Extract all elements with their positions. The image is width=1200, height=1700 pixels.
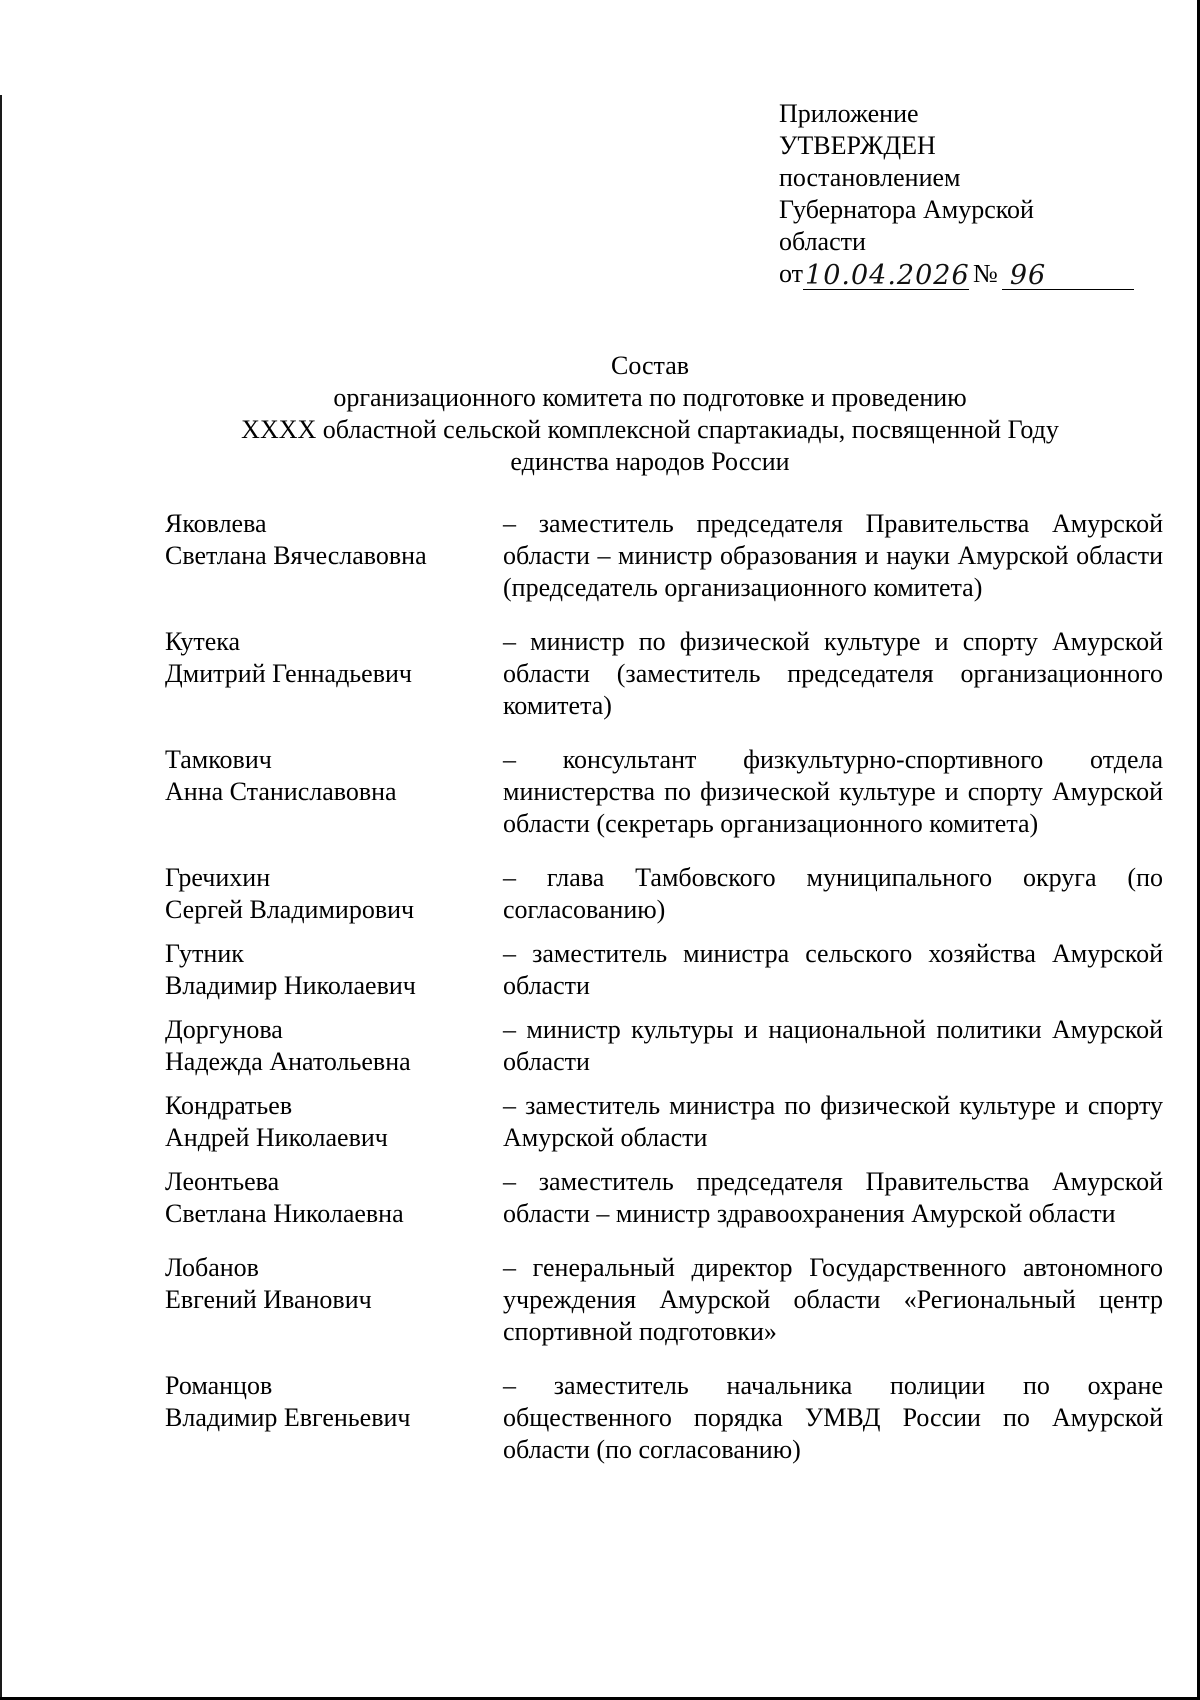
member-surname: Тамкович	[165, 745, 272, 774]
member-given-names: Евгений Иванович	[165, 1285, 372, 1314]
title-line-4: единства народов России	[510, 447, 790, 476]
title-line-3: XXXX областной сельской комплексной спартакиады, посвященной Году	[241, 415, 1059, 444]
member-name	[165, 1014, 503, 1078]
member-given-names: Андрей Николаевич	[165, 1123, 388, 1152]
approval-block	[779, 98, 1139, 290]
member-given-names: Владимир Евгеньевич	[165, 1403, 411, 1432]
member-row	[165, 1370, 1163, 1466]
member-name	[165, 626, 503, 722]
member-surname: Яковлева	[165, 509, 267, 538]
member-role: – консультант физкультурно-спортивного отдела министерства по физической культуре и спорту Амурской области (секретарь организационного комитета)	[503, 745, 1163, 838]
member-surname: Гутник	[165, 939, 244, 968]
member-name	[165, 938, 503, 1002]
document-title	[150, 350, 1150, 478]
member-name	[165, 508, 503, 604]
member-given-names: Владимир Николаевич	[165, 971, 416, 1000]
approval-from-label: от	[779, 259, 804, 288]
member-role: – министр культуры и национальной политики Амурской области	[503, 1015, 1163, 1076]
member-surname: Лобанов	[165, 1253, 259, 1282]
approval-number-sign: №	[973, 259, 998, 288]
member-role: – глава Тамбовского муниципального округа (по согласованию)	[503, 863, 1163, 924]
member-row	[165, 626, 1163, 722]
member-given-names: Анна Станиславовна	[165, 777, 397, 806]
member-name	[165, 1252, 503, 1348]
member-name	[165, 1370, 503, 1466]
title-line-2: организационного комитета по подготовке и проведению	[333, 383, 967, 412]
scan-edge-left	[0, 95, 2, 1700]
member-given-names: Надежда Анатольевна	[165, 1047, 411, 1076]
member-role: – генеральный директор Государственного автономного учреждения Амурской области «Региональный центр спортивной подготовки»	[503, 1253, 1163, 1346]
member-surname: Кутека	[165, 627, 241, 656]
member-given-names: Светлана Николаевна	[165, 1199, 404, 1228]
approval-number-handwritten: 96	[1002, 263, 1134, 290]
approval-approved-label: УТВЕРЖДЕН	[779, 131, 936, 160]
member-given-names: Дмитрий Геннадьевич	[165, 659, 412, 688]
member-given-names: Сергей Владимирович	[165, 895, 415, 924]
approval-date-line	[779, 258, 1139, 290]
member-row	[165, 1252, 1163, 1348]
member-role: – заместитель председателя Правительства Амурской области – министр образования и науки Амурской области (председатель организационного комитета)	[503, 509, 1163, 602]
member-role: – заместитель начальника полиции по охране общественного порядка УМВД России по Амурской области (по согласованию)	[503, 1371, 1163, 1464]
approval-date-handwritten: 10.04.2026	[805, 260, 970, 291]
approval-region-label: области	[779, 227, 866, 256]
member-row	[165, 1014, 1163, 1078]
member-row	[165, 938, 1163, 1002]
member-surname: Леонтьева	[165, 1167, 280, 1196]
member-name	[165, 1166, 503, 1230]
member-row	[165, 862, 1163, 926]
approval-governor-label: Губернатора Амурской	[779, 195, 1034, 224]
member-row	[165, 508, 1163, 604]
member-role: – заместитель министра по физической культуре и спорту Амурской области	[503, 1091, 1163, 1152]
member-role: – заместитель председателя Правительства Амурской области – министр здравоохранения Амурской области	[503, 1167, 1163, 1228]
member-row	[165, 744, 1163, 840]
member-name	[165, 1090, 503, 1154]
member-name	[165, 862, 503, 926]
member-surname: Романцов	[165, 1371, 273, 1400]
member-row	[165, 1090, 1163, 1154]
member-name	[165, 744, 503, 840]
member-surname: Доргунова	[165, 1015, 283, 1044]
member-surname: Гречихин	[165, 863, 271, 892]
member-surname: Кондратьев	[165, 1091, 293, 1120]
approval-decree-label: постановлением	[779, 163, 961, 192]
member-given-names: Светлана Вячеславовна	[165, 541, 427, 570]
title-line-1: Состав	[610, 351, 690, 380]
approval-annex-label: Приложение	[779, 99, 919, 128]
member-role: – заместитель министра сельского хозяйства Амурской области	[503, 939, 1163, 1000]
committee-members-list	[165, 508, 1163, 1466]
member-role: – министр по физической культуре и спорту Амурской области (заместитель председателя организационного комитета)	[503, 627, 1163, 720]
member-row	[165, 1166, 1163, 1230]
